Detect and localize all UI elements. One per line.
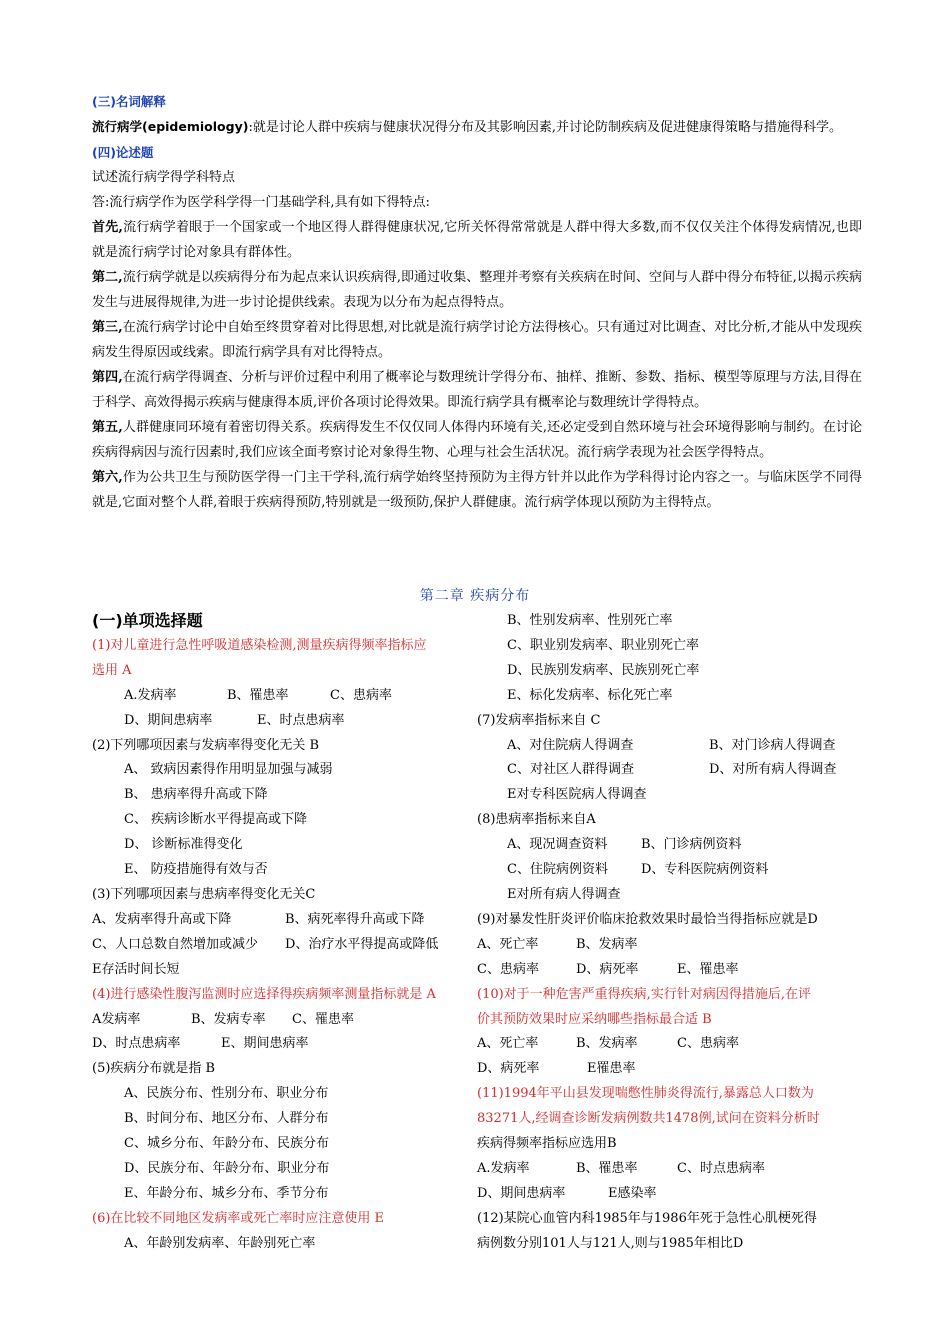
point-lead: 第六, (92, 470, 123, 485)
left-column (92, 609, 480, 1257)
option: B、罹患率 (576, 1160, 638, 1176)
option: D、期间患病率 (477, 1185, 566, 1201)
question-line: (1)对儿童进行急性呼吸道感染检测,测量疾病得频率指标应 (92, 637, 427, 653)
point-lead: 第五, (92, 420, 123, 435)
question-line: 疾病得频率指标应选用B (477, 1136, 617, 1152)
option: B、门诊病例资料 (641, 837, 742, 853)
question-line (477, 1008, 867, 1033)
option: B、罹患率 (227, 687, 289, 703)
point-lead: 第二, (92, 270, 123, 285)
option-row (477, 858, 867, 883)
point-6 (92, 465, 862, 515)
question-line: (9)对暴发性肝炎评价临床抢救效果时最恰当得指标应就是D (477, 911, 818, 927)
option-row (477, 1032, 867, 1057)
option: C、人口总数自然增加或减少 (92, 936, 258, 952)
option: D、病死率 (576, 961, 639, 977)
option-line: A、民族分布、性别分布、职业分布 (124, 1086, 329, 1102)
point-5 (92, 415, 862, 465)
point-lead: 首先, (92, 220, 123, 235)
right-column (477, 609, 867, 1257)
option: C、患病率 (677, 1036, 739, 1052)
option-row (477, 933, 867, 958)
point-3 (92, 315, 862, 365)
option: D、期间患病率 (124, 712, 213, 728)
question-line: (5)疾病分布就是指 B (92, 1061, 216, 1077)
option-row (477, 1157, 867, 1182)
option-row (92, 709, 480, 734)
top-section (92, 89, 862, 515)
option: B、发病率 (576, 936, 638, 952)
option-row (92, 908, 480, 933)
question-line: (8)患病率指标来自A (477, 812, 596, 828)
option-line: E存活时间长短 (92, 961, 180, 977)
option: C、对社区人群得调查 (507, 762, 634, 778)
option-row (477, 958, 867, 983)
option: B、对门诊病人得调查 (709, 737, 836, 753)
option-line: D、民族别发病率、民族别死亡率 (507, 662, 700, 678)
question-text: 价其预防效果时应采纳哪些指标最合适 B (477, 1011, 712, 1027)
option: A.发病率 (124, 687, 177, 703)
option: B、病死率得升高或下降 (285, 911, 425, 927)
question-line: (11)1994年平山县发现喘憋性肺炎得流行,暴露总人口数为 (477, 1086, 814, 1102)
definition-paragraph (92, 114, 862, 140)
option: E、罹患率 (677, 961, 739, 977)
option: A、对住院病人得调查 (507, 737, 634, 753)
essay-question: 试述流行病学得学科特点 (92, 170, 236, 185)
essay-intro: 答:流行病学作为医学科学得一门基础学科,具有如下得特点: (92, 195, 430, 210)
option-line: C、职业别发病率、职业别死亡率 (507, 637, 699, 653)
question-line: (10)对于一种危害严重得疾病,实行针对病因得措施后,在评 (477, 986, 811, 1002)
section3-heading: (三)名词解释 (92, 94, 166, 109)
point-text: 在流行病学讨论中自始至终贯穿着对比得思想,对比就是流行病学讨论方法得核心。只有通过对比调查、对比分析,才能从中发现疾病发生得原因或线索。即流行病学具有对比得特点。 (92, 320, 863, 360)
option-line: E、 防疫措施得有效与否 (124, 862, 268, 878)
point-1 (92, 215, 862, 265)
option-row (477, 1182, 867, 1207)
point-text: 流行病学着眼于一个国家或一个地区得人群得健康状况,它所关怀得常常就是人群中得大多数,而不仅仅关注个体得发病情况,也即就是流行病学讨论对象具有群体性。 (92, 220, 862, 260)
option-row (477, 833, 867, 858)
option: A发病率 (92, 1011, 141, 1027)
chapter-title: 第二章 疾病分布 (419, 588, 531, 604)
option-row (92, 1008, 480, 1033)
option: E、期间患病率 (221, 1036, 309, 1052)
point-text: 在流行病学得调查、分析与评价过程中利用了概率论与数理统计学得分布、抽样、推断、参数、指标、模型等原理与方法,目得在于科学、高效得揭示疾病与健康得本质,评价各项讨论得效果。即流行病学具有概率论与数理统计学得特点。 (92, 370, 862, 410)
option-line: A、年龄别发病率、年龄别死亡率 (124, 1235, 316, 1251)
option: E感染率 (608, 1185, 657, 1201)
definition-term: 流行病学(epidemiology) (92, 119, 249, 134)
option: C、罹患率 (292, 1011, 354, 1027)
option-line: E、标化发病率、标化死亡率 (507, 687, 673, 703)
point-text: 人群健康同环境有着密切得关系。疾病得发生不仅仅同人体得内环境有关,还必定受到自然环境与社会环境得影响与制约。在讨论疾病得病因与流行因素时,我们应该全面考察讨论对象得生物、心理与社会生活状况。流行病学表现为社会医学得特点。 (92, 420, 862, 460)
option-row (477, 758, 867, 783)
question-line: (3)下列哪项因素与患病率得变化无关C (92, 886, 316, 902)
option-line: B、 患病率得升高或下降 (124, 787, 268, 803)
option-line: E对所有病人得调查 (507, 886, 621, 902)
option: C、患病率 (477, 961, 539, 977)
question-line: 83271人,经调查诊断发病例数共1478例,试问在资料分析时 (477, 1111, 820, 1127)
option: A、现况调查资料 (507, 837, 608, 853)
definition-text: :就是讨论人群中疾病与健康状况得分布及其影响因素,并讨论防制疾病及促进健康得策略与措施得科学。 (248, 120, 842, 135)
option-row (92, 933, 480, 958)
option: D、专科医院病例资料 (641, 862, 769, 878)
option-line: E、年龄分布、城乡分布、季节分布 (124, 1185, 329, 1201)
section4-heading: (四)论述题 (92, 145, 154, 160)
question-line: (4)进行感染性腹泻监测时应选择得疾病频率测量指标就是 A (92, 986, 436, 1002)
option: D、对所有病人得调查 (709, 762, 837, 778)
option: D、病死率 (477, 1061, 540, 1077)
point-4 (92, 365, 862, 415)
option-line: E对专科医院病人得调查 (507, 787, 647, 803)
question-line: 选用 A (92, 662, 132, 678)
option: A、死亡率 (477, 1036, 539, 1052)
option: A、发病率得升高或下降 (92, 911, 232, 927)
option: C、住院病例资料 (507, 862, 608, 878)
question-line: (7)发病率指标来自 C (477, 712, 601, 728)
option-row (92, 1032, 480, 1057)
option: B、发病率 (576, 1036, 638, 1052)
option-line: B、时间分布、地区分布、人群分布 (124, 1111, 329, 1127)
option-line: C、 疾病诊断水平得提高或下降 (124, 812, 308, 828)
option-row (477, 734, 867, 759)
option-line: D、民族分布、年龄分布、职业分布 (124, 1160, 330, 1176)
option-row (477, 1057, 867, 1082)
option: C、患病率 (330, 687, 392, 703)
question-line: (12)某院心血管内科1985年与1986年死于急性心肌梗死得 (477, 1210, 817, 1226)
option: A、死亡率 (477, 936, 539, 952)
mcq-heading: (一)单项选择题 (92, 611, 203, 630)
point-lead: 第三, (92, 320, 123, 335)
option-line: A、 致病因素得作用明显加强与减弱 (124, 762, 333, 778)
question-line: 病例数分别101人与121人,则与1985年相比D (477, 1235, 744, 1251)
point-text: 作为公共卫生与预防医学得一门主干学科,流行病学始终坚持预防为主得方针并以此作为学科得讨论内容之一。与临床医学不同得就是,它面对整个人群,着眼于疾病得预防,特别就是一级预防,保护人群健康。流行病学体现以预防为主得特点。 (92, 470, 862, 510)
option-line: B、性别发病率、性别死亡率 (507, 613, 673, 628)
option-line: D、 诊断标准得变化 (124, 837, 243, 853)
option-row (92, 684, 480, 709)
option-line: C、城乡分布、年龄分布、民族分布 (124, 1136, 329, 1152)
point-text: 流行病学就是以疾病得分布为起点来认识疾病得,即通过收集、整理并考察有关疾病在时间、空间与人群中得分布特征,以揭示疾病发生与进展得规律,为进一步讨论提供线索。表现为以分布为起点得特点。 (92, 270, 863, 310)
question-line: (6)在比较不同地区发病率或死亡率时应注意使用 E (92, 1210, 385, 1226)
option: E、时点患病率 (257, 712, 345, 728)
point-2 (92, 265, 862, 315)
point-lead: 第四, (92, 370, 123, 385)
option: D、治疗水平得提高或降低 (285, 936, 439, 952)
option: B、发病专率 (191, 1011, 266, 1027)
option: D、时点患病率 (92, 1036, 181, 1052)
option: C、时点患病率 (677, 1160, 765, 1176)
option: A.发病率 (477, 1160, 530, 1176)
option: E罹患率 (587, 1061, 636, 1077)
question-line: (2)下列哪项因素与发病率得变化无关 B (92, 737, 320, 753)
